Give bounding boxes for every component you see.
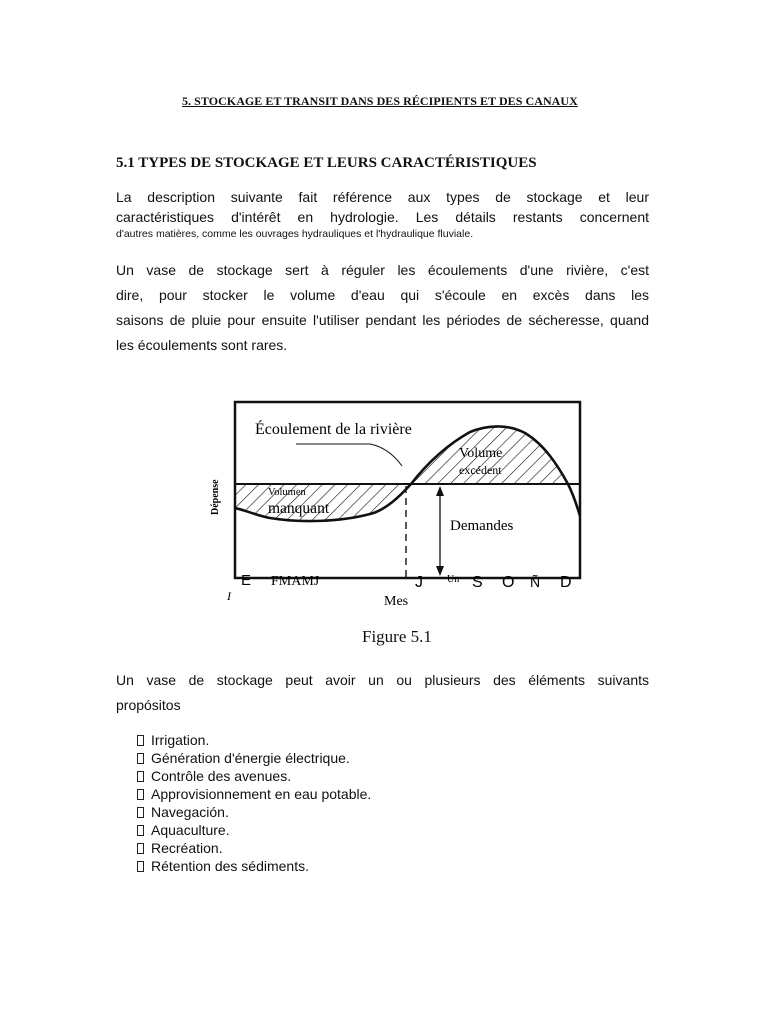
section-title: 5.1 TYPES DE STOCKAGE ET LEURS CARACTÉRISTIQUES	[116, 155, 537, 171]
intro-line-1: La description suivante fait référence aux types de stockage et leur	[116, 189, 649, 205]
list-item-label: Génération d'énergie électrique.	[151, 750, 350, 766]
list-item-label: Navegación.	[151, 804, 229, 820]
list-item-label: Recréation.	[151, 840, 223, 856]
month-n-label: Ñ	[530, 574, 541, 590]
purposes-line-1: Un vase de stockage peut avoir un ou plusieurs des éléments suivants	[116, 672, 649, 688]
river-flow-label: Écoulement de la rivière	[255, 421, 412, 438]
volume-label: Volume	[459, 446, 503, 461]
empty-box-icon	[137, 861, 144, 872]
river-flow-leader	[296, 444, 402, 466]
list-item-label: Contrôle des avenues.	[151, 768, 292, 784]
month-o-label: O	[502, 574, 515, 591]
list-item	[137, 731, 371, 749]
empty-box-icon	[137, 807, 144, 818]
month-e-label: E	[241, 572, 252, 589]
purposes-list	[137, 731, 371, 875]
list-item	[137, 821, 371, 839]
intro-paragraph	[116, 187, 649, 241]
empty-box-icon	[137, 843, 144, 854]
months-fmamj-label: FMAMJ	[271, 574, 320, 589]
x-axis-label: Mes	[384, 594, 409, 609]
list-item-label: Approvisionnement en eau potable.	[151, 786, 372, 802]
list-item	[137, 803, 371, 821]
purposes-paragraph	[116, 668, 649, 718]
intro-line-3: d'autres matières, comme les ouvrages hydrauliques et l'hydraulique fluviale.	[116, 228, 474, 240]
demand-arrow-head-down	[436, 566, 444, 576]
left-tick-mark: I	[227, 589, 231, 603]
list-item-label: Rétention des sédiments.	[151, 858, 309, 874]
month-d-label: D	[560, 574, 572, 591]
demand-arrow-head-up	[436, 486, 444, 496]
empty-box-icon	[137, 771, 144, 782]
chapter-title: 5. STOCKAGE ET TRANSIT DANS DES RÉCIPIENTS ET DES CANAUX	[182, 94, 578, 108]
storage-line-2: dire, pour stocker le volume d'eau qui s'écoule en excès dans les	[116, 287, 649, 303]
empty-box-icon	[137, 753, 144, 764]
list-item	[137, 839, 371, 857]
list-item-label: Aquaculture.	[151, 822, 230, 838]
list-item	[137, 749, 371, 767]
y-axis-label: Dépense	[210, 479, 221, 515]
empty-box-icon	[137, 735, 144, 746]
excess-label: excédent	[459, 463, 502, 477]
storage-line-4: les écoulements sont rares.	[116, 337, 288, 353]
figure-caption: Figure 5.1	[362, 627, 432, 646]
storage-line-1: Un vase de stockage sert à réguler les écoulements d'une rivière, c'est	[116, 262, 649, 278]
list-item	[137, 857, 371, 875]
missing-label: manquant	[268, 500, 330, 517]
month-j-label: J	[415, 574, 423, 591]
volumen-label: Volumen	[268, 487, 306, 498]
list-item	[137, 785, 371, 803]
storage-figure	[200, 390, 600, 620]
list-item-label: Irrigation.	[151, 732, 210, 748]
month-s-label: S	[472, 574, 483, 591]
demands-label: Demandes	[450, 518, 514, 534]
purposes-line-2: propósitos	[116, 697, 181, 713]
storage-paragraph	[116, 258, 649, 358]
storage-line-3: saisons de pluie pour ensuite l'utiliser pendant les périodes de sécheresse, quand	[116, 312, 649, 328]
empty-box-icon	[137, 789, 144, 800]
list-item	[137, 767, 371, 785]
empty-box-icon	[137, 825, 144, 836]
month-un-label: Un	[447, 574, 460, 585]
intro-line-2: caractéristiques d'intérêt en hydrologie. Les détails restants concernent	[116, 209, 649, 225]
